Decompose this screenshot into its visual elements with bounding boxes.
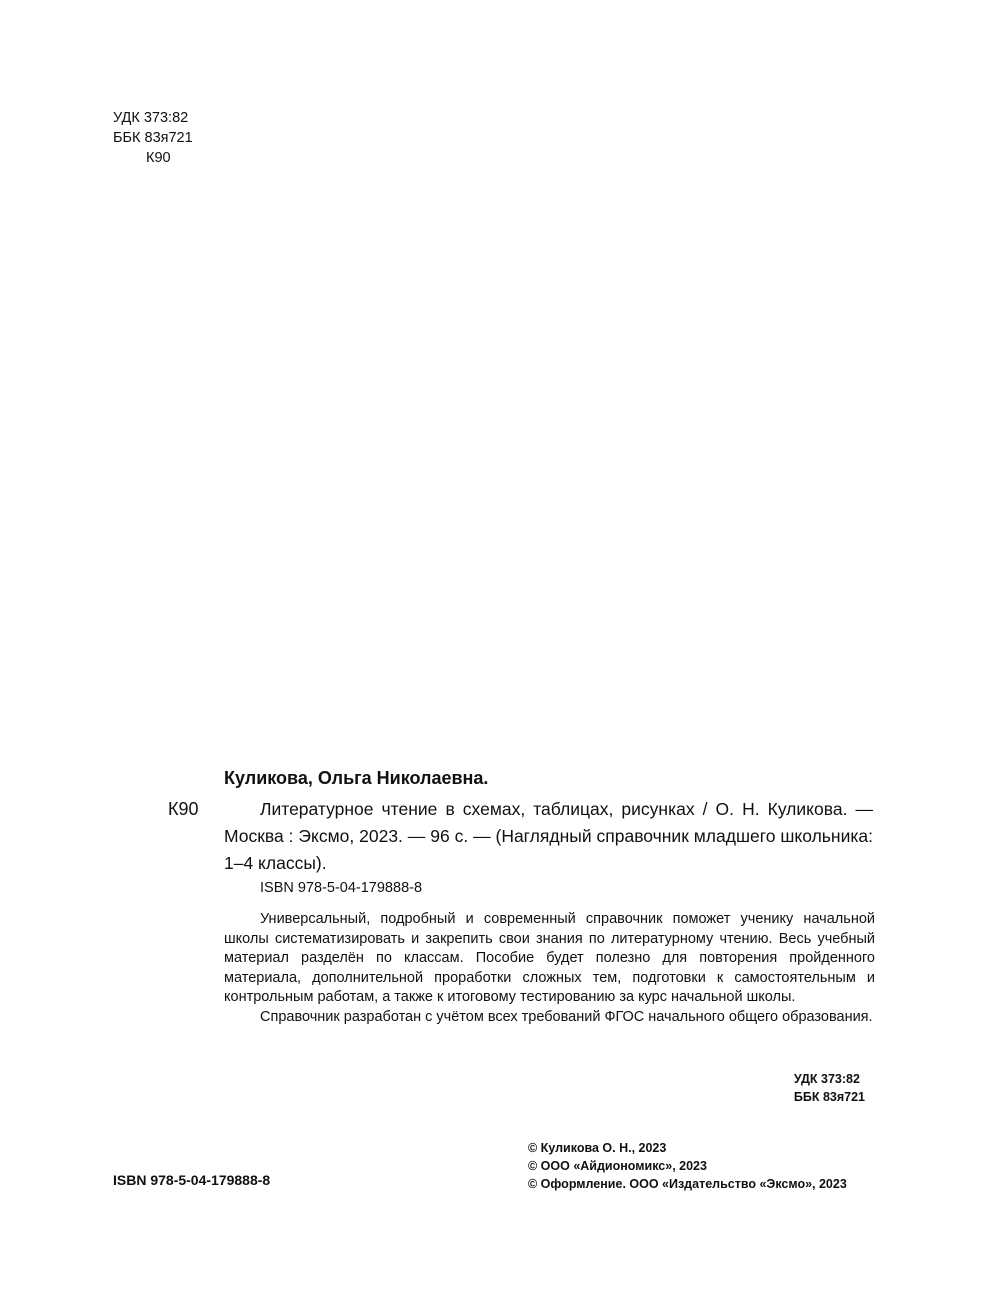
bibliographic-description: Литературное чтение в схемах, таблицах, рисунках / О. Н. Куликова. — Москва : Эксмо, 2023. — 96 с. — (Наглядный справочник младшего школьника: 1–4 классы).: [224, 799, 873, 873]
copyright-author: © Куликова О. Н., 2023: [528, 1141, 667, 1155]
isbn-line: ISBN 978-5-04-179888-8: [260, 880, 423, 896]
author-mark: К90: [146, 150, 171, 166]
annotation-paragraph-1: Универсальный, подробный и современный справочник поможет ученику начальной школы систематизировать и закрепить свои знания по литературному чтению. Весь учебный материал разделён по классам. Пособие будет полезно для повторения пройденного материала, дополнительной проработки сложных тем, подготовки к самостоятельным и контрольным работам, а также к итоговому тестированию за курс начальной школы.: [224, 911, 875, 1005]
isbn-bottom: ISBN 978-5-04-179888-8: [113, 1172, 271, 1188]
copyright-aidionomix: © ООО «Айдиономикс», 2023: [528, 1159, 707, 1173]
bbk-code: ББК 83я721: [113, 130, 193, 146]
udk-code: УДК 373:82: [113, 110, 189, 126]
classification-codes-top: [113, 108, 193, 168]
copyright-block: [528, 1139, 847, 1193]
author-mark-left: К90: [168, 799, 199, 819]
classification-codes-right: [794, 1070, 865, 1106]
annotation: [224, 910, 875, 1027]
udk-code-right: УДК 373:82: [793, 1072, 860, 1086]
author-heading: Куликова, Ольга Николаевна.: [224, 768, 489, 788]
copyright-design: © Оформление. ООО «Издательство «Эксмо», 2023: [528, 1177, 847, 1191]
annotation-paragraph-2: Справочник разработан с учётом всех требований ФГОС начального общего образования.: [260, 1008, 873, 1025]
bbk-code-right: ББК 83я721: [793, 1090, 865, 1104]
